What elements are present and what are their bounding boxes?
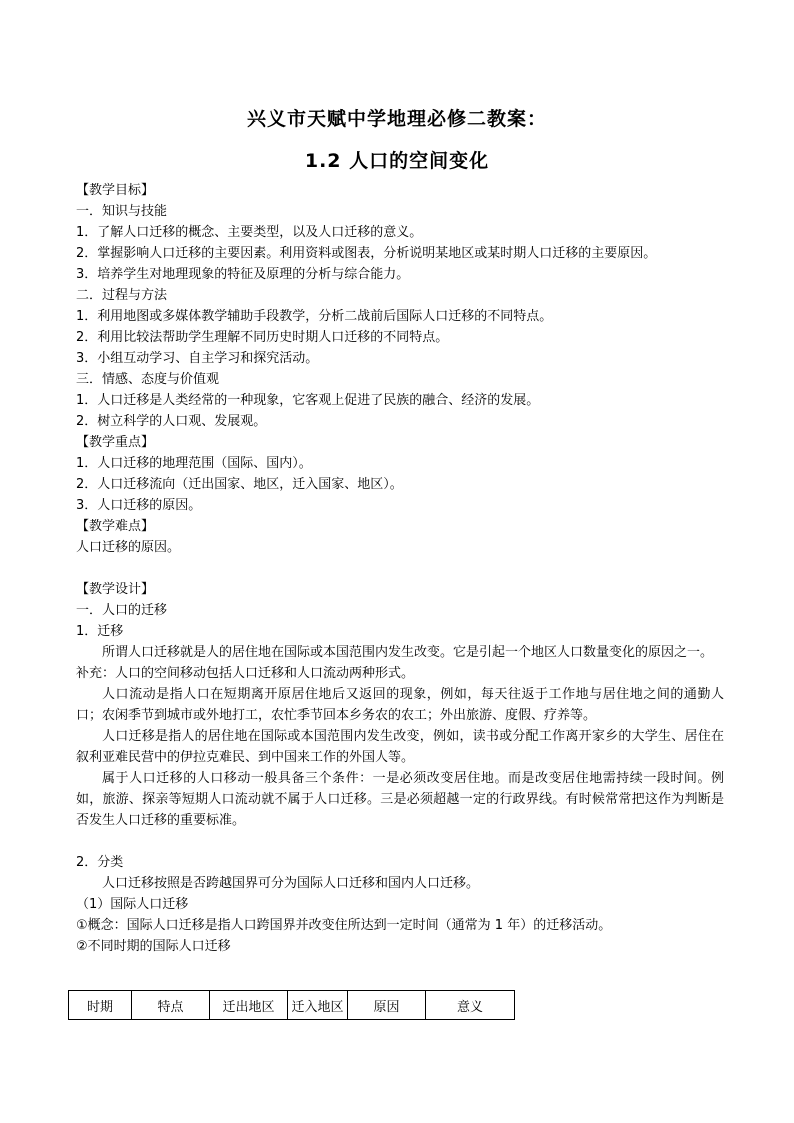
table-header-row [69, 991, 515, 1020]
table-header-cell: 迁入地区 [288, 991, 348, 1020]
text-line: （1）国际人口迁移 [76, 897, 189, 912]
text-line: 1．人口迁移是人类经常的一种现象，它客观上促进了民族的融合、经济的发展。 [76, 393, 540, 408]
text-line: 1．了解人口迁移的概念、主要类型，以及人口迁移的意义。 [76, 225, 423, 240]
text-line: 所谓人口迁移就是人的居住地在国际或本国范围内发生改变。它是引起一个地区人口数量变化的原因之一。 [102, 645, 714, 660]
text-line: 2．人口迁移流向（迁出国家、地区，迁入国家、地区）。 [76, 477, 403, 492]
text-line: 2．利用比较法帮助学生理解不同历史时期人口迁移的不同特点。 [76, 330, 449, 345]
text-line: ②不同时期的国际人口迁移 [76, 939, 231, 954]
document-title: 兴义市天赋中学地理必修二教案： [246, 108, 547, 130]
text-line: 二．过程与方法 [76, 288, 168, 303]
text-line: ①概念：国际人口迁移是指人口跨国界并改变住所达到一定时间（通常为 1 年）的迁移活动。 [76, 918, 612, 933]
text-line: 一．人口的迁移 [76, 603, 168, 618]
table-header-cell: 原因 [348, 991, 426, 1020]
text-line: 【教学重点】 [76, 435, 155, 450]
text-line: 一．知识与技能 [76, 204, 168, 219]
table-header-cell: 特点 [132, 991, 210, 1020]
text-line: 1．人口迁移的地理范围（国际、国内）。 [76, 456, 312, 471]
text-line: 1．利用地图或多媒体教学辅助手段教学，分析二战前后国际人口迁移的不同特点。 [76, 309, 553, 324]
migration-periods-table [68, 990, 515, 1020]
table-header-cell: 迁出地区 [210, 991, 288, 1020]
text-line: 3．人口迁移的原因。 [76, 498, 202, 513]
text-line: 2．掌握影响人口迁移的主要因素。利用资料或图表，分析说明某地区或某时期人口迁移的主要原因。 [76, 246, 657, 261]
blank-line [76, 831, 724, 852]
text-line: 三．情感、态度与价值观 [76, 372, 220, 387]
text-line: 3．培养学生对地理现象的特征及原理的分析与综合能力。 [76, 267, 410, 282]
text-line: 【教学难点】 [76, 519, 155, 534]
text-line: 3．小组互动学习、自主学习和探究活动。 [76, 351, 319, 366]
text-line: 人口流动是指人口在短期离开原居住地后又返回的现象，例如，每天往返于工作地与居住地之间的通勤人口；农闲季节到城市或外地打工，农忙季节回本乡务农的农工；外出旅游、度假、疗养等。 [76, 687, 724, 723]
lesson-title: 1.2 人口的空间变化 [304, 150, 490, 172]
text-line: 1．迁移 [76, 624, 124, 639]
table-header-cell: 时期 [69, 991, 132, 1020]
text-line: 【教学目标】 [76, 183, 155, 198]
text-line: 人口迁移是指人的居住地在国际或本国范围内发生改变，例如，读书或分配工作离开家乡的大学生、居住在叙利亚难民营中的伊拉克难民、到中国来工作的外国人等。 [76, 729, 724, 765]
text-line: 2．分类 [76, 855, 124, 870]
text-line: 属于人口迁移的人口移动一般具备三个条件：一是必须改变居住地。而是改变居住地需持续一段时间。例如，旅游、探亲等短期人口流动就不属于人口迁移。三是必须超越一定的行政界线。有时候常常把这作为判断是否发生人口迁移的重要标准。 [76, 771, 724, 828]
blank-line [76, 558, 724, 579]
text-line: 2．树立科学的人口观、发展观。 [76, 414, 267, 429]
document-body [76, 180, 724, 957]
text-line: 【教学设计】 [76, 582, 155, 597]
text-line: 人口迁移按照是否跨越国界可分为国际人口迁移和国内人口迁移。 [102, 876, 480, 891]
table-header-cell: 意义 [426, 991, 515, 1020]
text-line: 补充：人口的空间移动包括人口迁移和人口流动两种形式。 [76, 666, 415, 681]
text-line: 人口迁移的原因。 [76, 540, 181, 555]
